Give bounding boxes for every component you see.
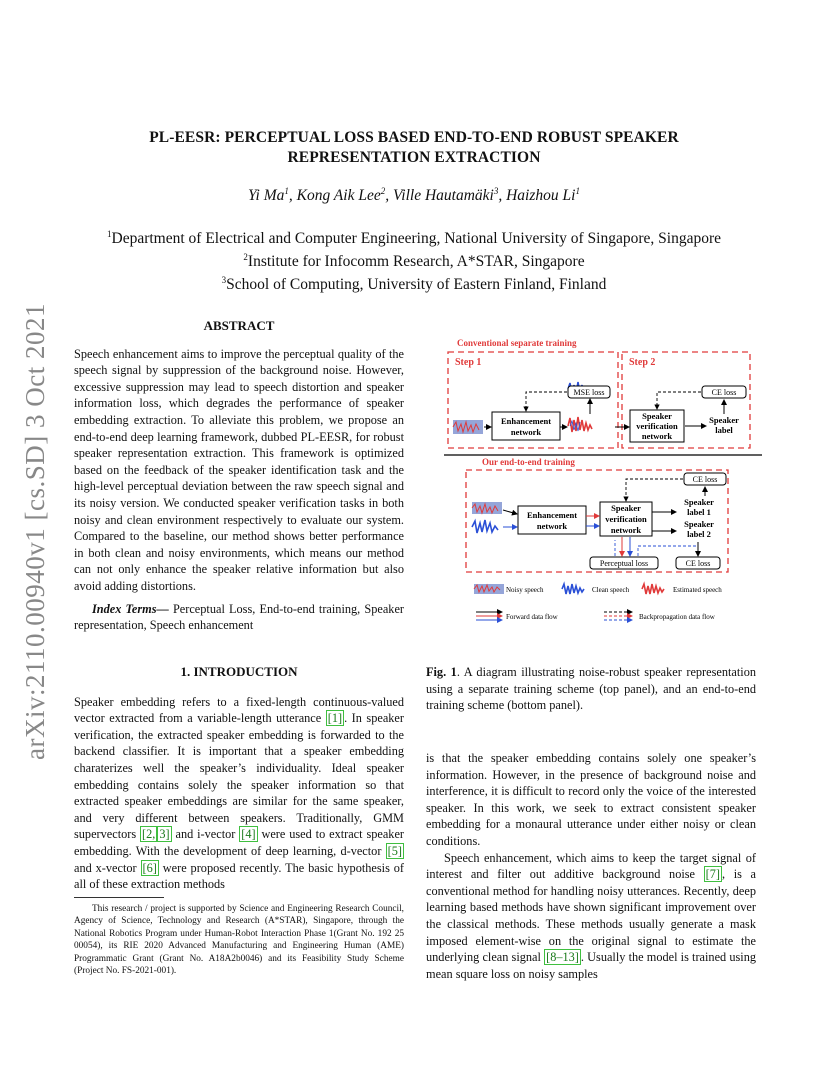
- legend-forward-label: Forward data flow: [506, 613, 558, 621]
- paper-title: [0, 128, 828, 168]
- right-paragraph-1: is that the speaker embedding contains solely one speaker’s information. However, in the presence of background noise and interference, it is difficult to record only the voice of the interested speaker. In this work, we seek to extract consistent speaker embedding for a monaural utterance under either noisy or clean conditions.: [426, 751, 756, 848]
- citation-3[interactable]: 3]: [159, 827, 170, 842]
- affiliation-3-sup: 3: [221, 275, 227, 286]
- legend-clean-label: Clean speech: [592, 586, 630, 594]
- spk-ver-bottom-l3: network: [610, 525, 642, 535]
- legend-forward: [476, 612, 559, 621]
- right-text-1: Speech enhancement, which aims to keep the target signal of interest and filter out additive background noise: [426, 850, 756, 882]
- spk-ver-top-l2: verification: [636, 421, 678, 431]
- index-terms-label: Index Terms—: [92, 601, 169, 616]
- author-4-sup: 1: [575, 186, 580, 196]
- affiliation-2: [0, 248, 828, 271]
- enh-net-top-l1: Enhancement: [500, 416, 552, 426]
- title-line-2: REPRESENTATION EXTRACTION: [287, 149, 541, 166]
- abstract-body: Speech enhancement aims to improve the perceptual quality of the speech signal by suppression of the background noise. However, excessive suppression may lead to speech distortion and speaker information loss, which degrades the performance of speaker embedding extraction. To alleviate this problem, we propose an end-to-end deep learning framework, dubbed PL-EESR, for robust speaker representation extraction. This framework is optimized based on the feedback of the speaker identification task and the high-level perceptual deviation between the raw speech signal and its noisy version. We conducted speaker verification tasks in both noisy and clean environment respectively to evaluate our system. Compared to the baseline, our method shows better performance in both clean and noisy environments, which means our method can not only enhance the speaker relative information but also avoid adding distortions.: [74, 346, 404, 593]
- title-line-1: PL-EESR: PERCEPTUAL LOSS BASED END-TO-END ROBUST SPEAKER: [149, 129, 679, 146]
- legend-backprop: [604, 612, 716, 621]
- spk-label2-l2: label 2: [687, 529, 711, 539]
- spk-label2-l1: Speaker: [684, 519, 714, 529]
- author-1: Yi Ma: [248, 187, 285, 205]
- right-text-2: , is a conventional method for handling noisy utterances. Recently, deep learning based methods have shown significant improvement over the classical methods. These methods usually generate a mask imposed element-wise on the original signal to estimate the underlying clean signal: [426, 867, 756, 965]
- abstract-section: [74, 318, 404, 634]
- affiliation-1-sup: 1: [107, 229, 112, 239]
- intro-text-3: and i-vector: [171, 827, 240, 842]
- introduction-paragraph: [74, 694, 404, 893]
- enh-net-bottom-l1: Enhancement: [526, 510, 578, 520]
- step2-label: Step 2: [629, 357, 656, 368]
- legend-estimated: [642, 584, 722, 594]
- affiliations: [0, 225, 828, 294]
- index-terms: [74, 601, 404, 634]
- intro-text-1: Speaker embedding refers to a fixed-length continuous-valued vector extracted from a variable-length utterance: [74, 694, 404, 726]
- caption-label: Fig. 1: [426, 665, 457, 679]
- fig-top-title: Conventional separate training: [457, 338, 577, 348]
- clean-waveform-bottom: [472, 520, 498, 533]
- legend-clean: [562, 584, 630, 594]
- citation-4[interactable]: [4]: [241, 827, 256, 842]
- legend-backprop-label: Backpropagation data flow: [639, 613, 715, 621]
- arxiv-identifier: arXiv:2110.00940v1 [cs.SD] 3 Oct 2021: [20, 303, 50, 760]
- mse-loss-label: MSE loss: [573, 388, 605, 397]
- fig-bottom-title: Our end-to-end training: [482, 457, 575, 467]
- citation-1[interactable]: [1]: [327, 711, 343, 726]
- spk-ver-top-l1: Speaker: [642, 411, 672, 421]
- perceptual-loss-label: Perceptual loss: [599, 559, 649, 568]
- footnote-text: This research / project is supported by Science and Engineering Research Council, Agency of Science, Technology and Research (A*STAR), Singapore, through the National Robotics Program under Human-Robot Interaction Phase 1(Grant No. 192 25 00054), its RIE 2020 Advanced Manufacturing and Engineering Human (AME) Programmatic Grant (Grant No. A18A2b0046) and its Feasibility Study Scheme (Project No. FS-2021-001).: [74, 904, 404, 977]
- spk-label1-l1: Speaker: [684, 497, 714, 507]
- affiliation-3: [0, 271, 828, 294]
- ce-loss-bottom-1-label: CE loss: [692, 475, 718, 484]
- author-3-sup: 3: [493, 186, 499, 196]
- spk-ver-top-l3: network: [641, 431, 673, 441]
- author-2: Kong Aik Lee: [296, 187, 381, 205]
- affiliation-3-text: School of Computing, University of Eastern Finland, Finland: [226, 276, 607, 294]
- citation-5[interactable]: [5]: [387, 843, 402, 858]
- spk-ver-bottom-l2: verification: [605, 514, 647, 524]
- author-2-sup: 2: [380, 186, 386, 196]
- noisy-waveform-top: [453, 420, 483, 434]
- introduction-section: [74, 664, 404, 893]
- author-list: Yi Ma$^1$, Kong Aik Lee$^2$, Ville Hautamäki$^3$, Haizhou Li$^1$: [248, 186, 580, 205]
- author-4: Haizhou Li: [506, 187, 576, 205]
- noisy-waveform-bottom: [472, 502, 502, 514]
- figure-1-caption: [426, 664, 756, 714]
- spk-label-top-l2: label: [715, 425, 733, 435]
- legend-estimated-label: Estimated speech: [673, 586, 722, 594]
- caption-text: . A diagram illustrating noise-robust speaker representation using a separate training scheme (top panel), and an end-to-end training scheme (bottom panel).: [426, 665, 756, 713]
- right-paragraph-2: [426, 850, 756, 983]
- index-terms-text: Perceptual Loss, End-to-end training, Speaker representation, Speech enhancement: [74, 601, 404, 633]
- enh-net-top-l2: network: [510, 427, 542, 437]
- citation-6[interactable]: [6]: [142, 860, 157, 875]
- spk-label1-l2: label 1: [687, 507, 711, 517]
- affiliation-2-sup: 2: [243, 252, 248, 263]
- abstract-heading: ABSTRACT: [203, 318, 275, 333]
- intro-text-4: were used to extract speaker embedding. With the development of deep learning, d-vector: [74, 827, 404, 858]
- estimated-waveform-top: [568, 417, 592, 432]
- ce-loss-top-label: CE loss: [711, 388, 737, 397]
- footnote: [74, 903, 404, 977]
- citation-8-13[interactable]: [8–13]: [546, 950, 579, 965]
- affiliation-2-text: Institute for Infocomm Research, A*STAR, Singapore: [247, 253, 585, 271]
- author-3: Ville Hautamäki: [392, 187, 494, 205]
- intro-text-5: and x-vector: [74, 860, 141, 875]
- citation-7[interactable]: [7]: [705, 867, 720, 882]
- legend-noisy-label: Noisy speech: [506, 586, 544, 594]
- spk-label-top-l1: Speaker: [709, 415, 739, 425]
- right-column-text: [426, 750, 756, 982]
- footnote-rule: [74, 897, 164, 898]
- figure-1-diagram: [444, 334, 762, 630]
- intro-text-2: . In speaker verification, the extracted speaker embedding is forwarded to the backend classifier. It is important that a speaker embedding charaterizes well the speaker’s individuality. Ideal speaker embedding contains solely the speaker information so that extracted speaker embeddings are similar for the same speaker, and very different between speakers. Traditionally, GMM supervectors: [74, 711, 404, 842]
- affiliation-1: [0, 225, 828, 248]
- affiliation-1-text: Department of Electrical and Computer Engineering, National University of Singapore, Singapore: [111, 230, 721, 248]
- introduction-heading: 1. INTRODUCTION: [180, 664, 298, 679]
- legend-noisy: [474, 584, 544, 594]
- ce-loss-bottom-2-label: CE loss: [685, 559, 711, 568]
- right-text-3: . Usually the model is trained using mean square loss on noisy samples: [426, 950, 757, 981]
- citation-2[interactable]: [2,: [142, 827, 156, 842]
- enh-net-bottom-l2: network: [536, 521, 568, 531]
- spk-ver-bottom-l1: Speaker: [611, 503, 641, 513]
- author-1-sup: 1: [284, 186, 289, 196]
- step1-label: Step 1: [455, 357, 482, 368]
- intro-text-6: were proposed recently. The basic hypothesis of all of these extraction methods: [74, 860, 405, 892]
